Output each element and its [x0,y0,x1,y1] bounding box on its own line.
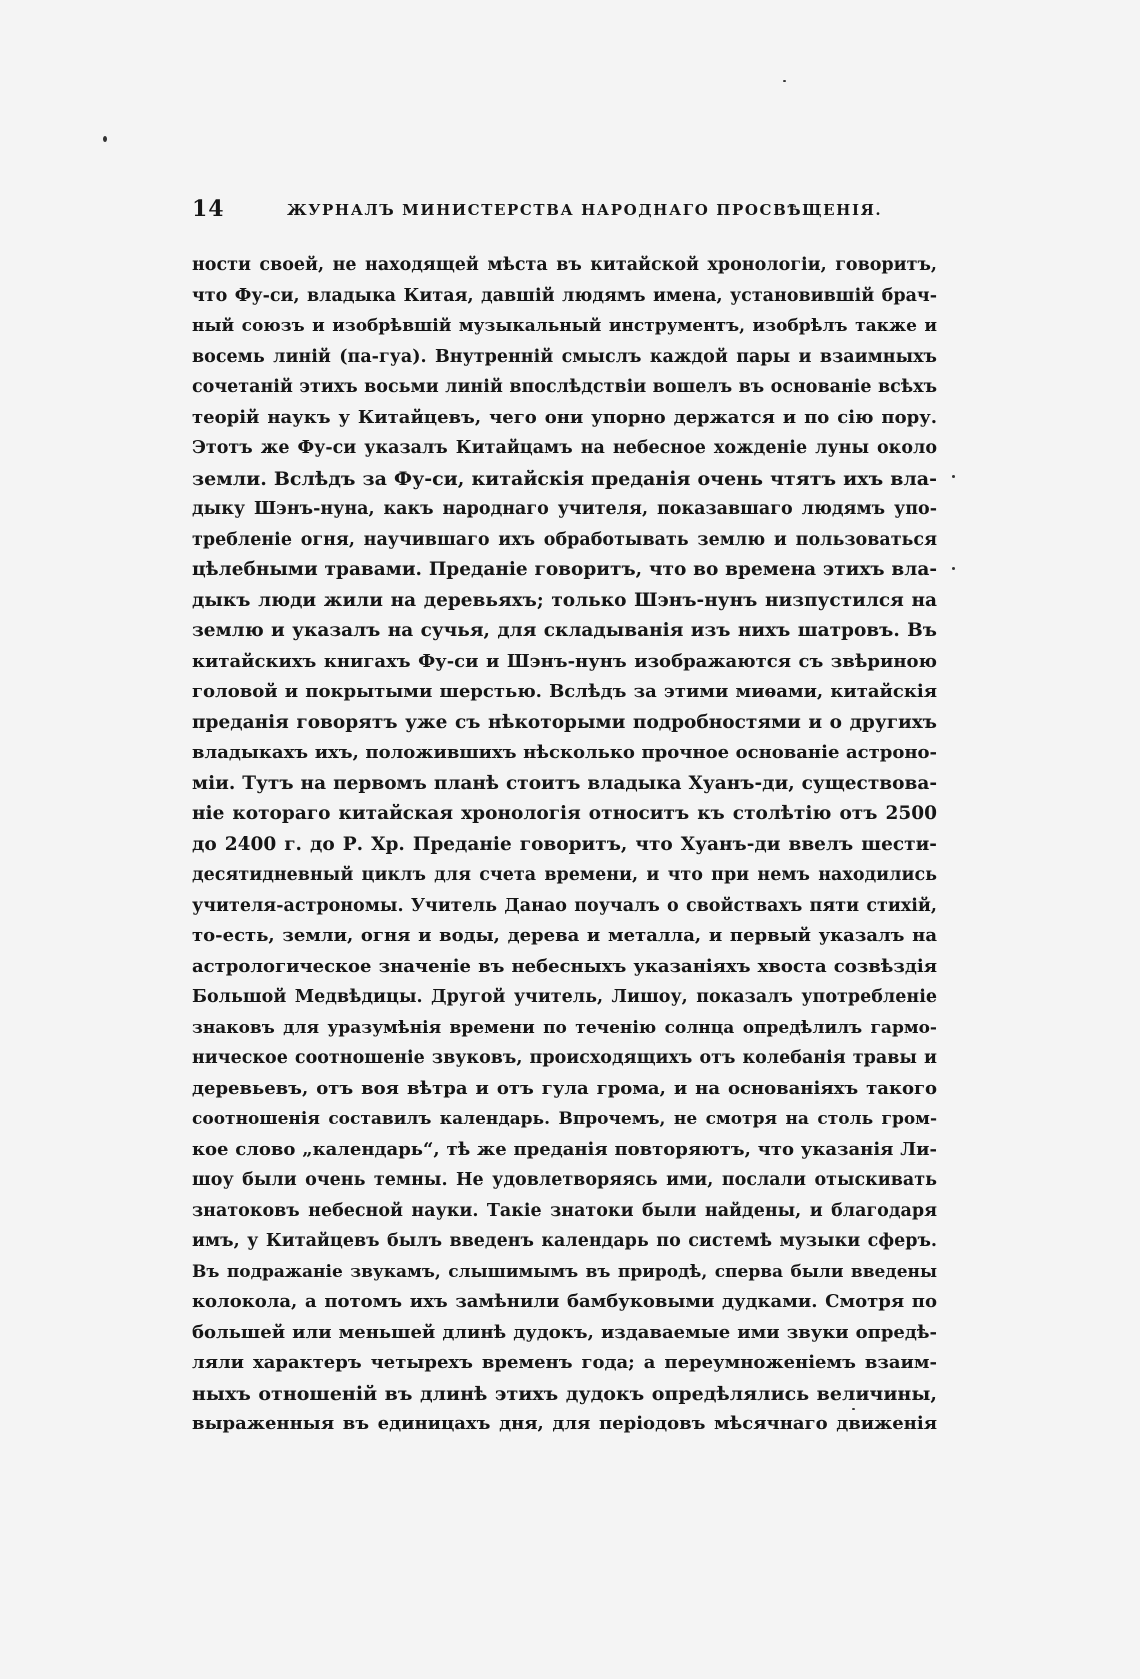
text-line: дыкъ люди жили на деревьяхъ; только Шэнъ-нунъ низпустился на [192,589,937,611]
running-title: ЖУРНАЛЪ МИНИСТЕРСТВА НАРОДНАГО ПРОСВѢЩЕНІЯ. [287,201,883,219]
text-line: знатоковъ небесной науки. Такіе знатоки были найдены, и благодаря [192,1200,937,1221]
text-line: то-есть, земли, огня и воды, дерева и металла, и первый указалъ на [192,925,937,946]
text-line: кое слово „календарь“, тѣ же преданія повторяютъ, что указанія Ли- [192,1138,937,1160]
text-line: дыку Шэнъ-нуна, какъ народнаго учителя, показавшаго людямъ упо- [192,499,937,519]
text-line: китайскихъ книгахъ Фу-си и Шэнъ-нунъ изображаются съ звѣриною [192,650,937,672]
text-line: соотношенія составилъ календарь. Впрочемъ, не смотря на столь гром- [192,1109,937,1129]
text-line: шоу были очень темны. Не удовлетворяясь ими, послали отыскивать [192,1170,937,1190]
text-line: выраженныя въ единицахъ дня, для періодовъ мѣсячнаго движенія [192,1413,937,1434]
ink-speck [103,136,107,142]
ink-speck [952,567,955,570]
text-line: владыкахъ ихъ, положившихъ нѣсколько прочное основаніе астроно- [192,742,937,763]
text-line: колокола, а потомъ ихъ замѣнили бамбуковыми дудками. Смотря по [192,1291,937,1312]
text-line: ляли характеръ четырехъ временъ года; а переумноженіемъ взаим- [192,1352,937,1373]
text-line: ности своей, не находящей мѣста въ китайской хронологіи, говоритъ, [192,255,937,275]
page-header [192,196,937,226]
text-line: требленіе огня, научившаго ихъ обработывать землю и пользоваться [192,529,937,550]
text-line: земли. Вслѣдъ за Фу-си, китайскія преданія очень чтятъ ихъ вла- [192,467,937,490]
text-line: астрологическое значеніе въ небесныхъ указаніяхъ хвоста созвѣздія [192,955,937,977]
body-text [192,250,937,1440]
text-line: учителя-астрономы. Учитель Данао поучалъ о свойствахъ пяти стихій, [192,895,937,916]
text-line: ныхъ отношеній въ длинѣ этихъ дудокъ опредѣлялись величины, [192,1382,937,1405]
text-line: десятидневный циклъ для счета времени, и что при немъ находились [192,865,937,885]
text-line: теорій наукъ у Китайцевъ, чего они упорно держатся и по сію пору. [192,406,937,428]
page-number: 14 [192,196,225,222]
ink-speck [952,475,955,478]
text-line: Большой Медвѣдицы. Другой учитель, Лишоу, показалъ употребленіе [192,987,937,1007]
text-line: большей или меньшей длинѣ дудокъ, издаваемые ими звуки опредѣ- [192,1321,937,1343]
text-line: знаковъ для уразумѣнія времени по теченію солнца опредѣлилъ гармо- [192,1017,937,1038]
text-line: ніе котораго китайская хронологія относитъ къ столѣтію отъ 2500 [192,803,937,824]
text-line: преданія говорятъ уже съ нѣкоторыми подробностями и о другихъ [192,711,937,733]
text-line: до 2400 г. до Р. Хр. Преданіе говоритъ, что Хуанъ-ди ввелъ шести- [192,833,937,855]
text-line: цѣлебными травами. Преданіе говоритъ, что во времена этихъ вла- [192,559,937,580]
text-line: восемь линій (па-гуа). Внутренній смыслъ каждой пары и взаимныхъ [192,346,937,367]
text-line: что Фу-си, владыка Китая, давшій людямъ имена, установившій брач- [192,285,937,306]
text-line: имъ, у Китайцевъ былъ введенъ календарь по системѣ музыки сферъ. [192,1231,937,1251]
text-line: сочетаній этихъ восьми линій впослѣдствіи вошелъ въ основаніе всѣхъ [192,377,937,397]
text-line: деревьевъ, отъ воя вѣтра и отъ гула грома, и на основаніяхъ такого [192,1077,937,1099]
text-line: головой и покрытыми шерстью. Вслѣдъ за этими миѳами, китайскія [192,681,937,702]
text-line: міи. Тутъ на первомъ планѣ стоитъ владыка Хуанъ-ди, существова- [192,772,937,794]
text-line: ный союзъ и изобрѣвшій музыкальный инструментъ, изобрѣлъ также и [192,316,937,336]
ink-speck [783,80,786,82]
text-line: Этотъ же Фу-си указалъ Китайцамъ на небесное хожденіе луны около [192,438,937,458]
text-line: Въ подражаніе звукамъ, слышимымъ въ природѣ, сперва были введены [192,1261,937,1282]
text-line: ническое соотношеніе звуковъ, происходящихъ отъ колебанія травы и [192,1048,937,1068]
text-line: землю и указалъ на сучья, для складыванія изъ нихъ шатровъ. Въ [192,620,937,641]
